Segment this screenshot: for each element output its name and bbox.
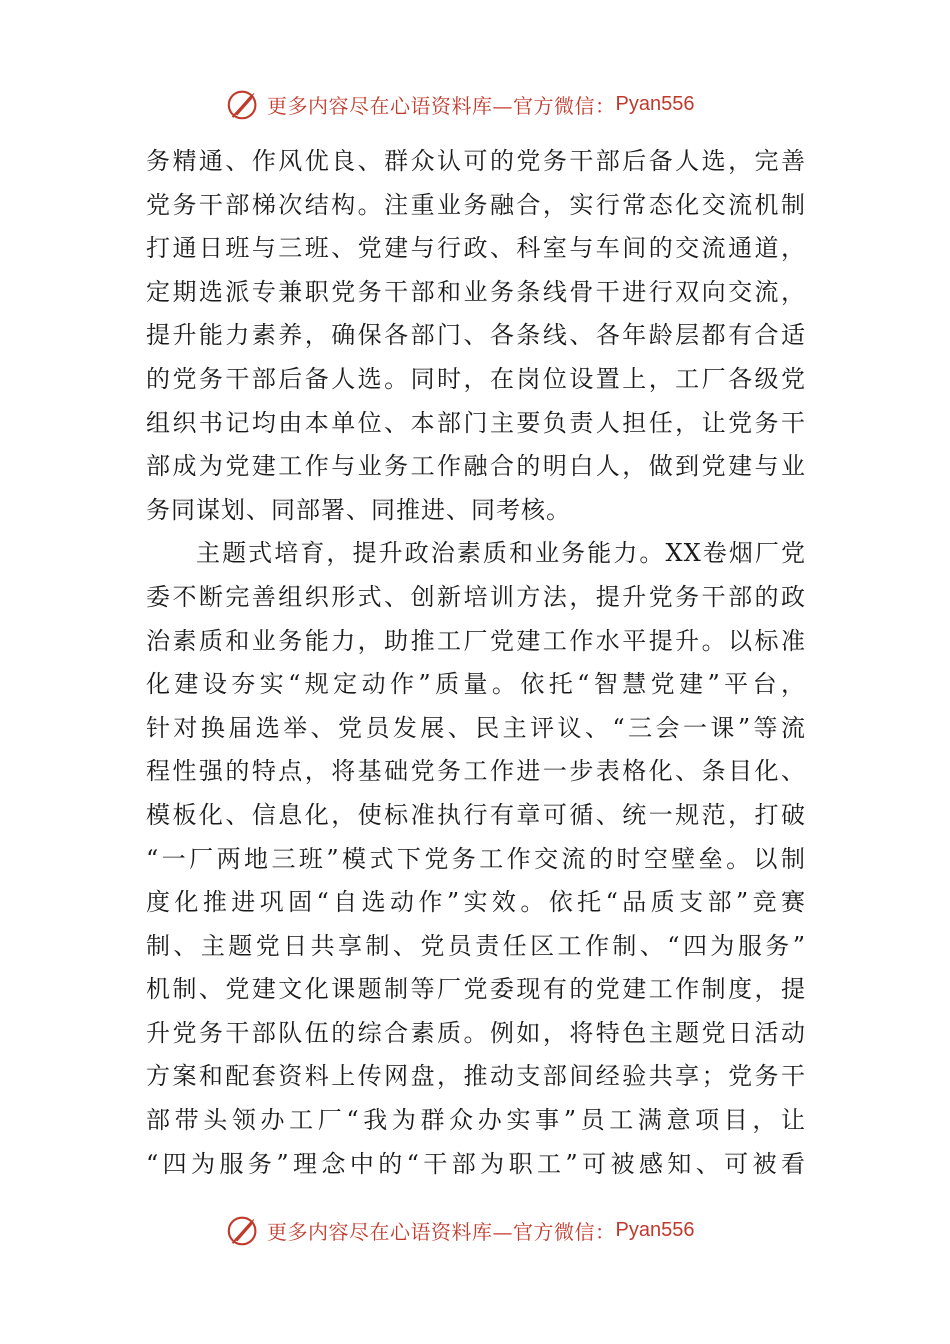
- text-line: 治素质和业务能力，助推工厂党建工作水平提升。以标准: [146, 626, 806, 655]
- document-body: [146, 140, 806, 1186]
- banner-wechat-id: Pyan556: [615, 1218, 695, 1241]
- text-line: “一厂两地三班”模式下党务工作交流的时空壁垒。以制: [146, 844, 806, 873]
- text-line: 组织书记均由本单位、本部门主要负责人担任，让党务干: [146, 408, 806, 437]
- text-line: 模板化、信息化，使标准执行有章可循、统一规范，打破: [146, 800, 806, 829]
- paragraph-start-line: 主题式培育，提升政治素质和业务能力。XX卷烟厂党: [196, 539, 806, 568]
- banner-wechat-id: Pyan556: [615, 92, 695, 115]
- paragraph-end-line: 务同谋划、同部署、同推进、同考核。: [146, 495, 571, 524]
- text-line: 部带头领办工厂“我为群众办实事”员工满意项目，让: [146, 1106, 806, 1135]
- pen-nib-logo-icon: [225, 85, 263, 123]
- text-line: 化建设夯实“规定动作”质量。依托“智慧党建”平台，: [146, 670, 806, 699]
- text-line: 的党务干部后备人选。同时，在岗位设置上，工厂各级党: [146, 364, 806, 393]
- text-line: 定期选派专兼职党务干部和业务条线骨干进行双向交流，: [146, 277, 806, 306]
- banner-text: 更多内容尽在心语资料库—官方微信：: [267, 93, 616, 118]
- text-line: 制、主题党日共享制、党员责任区工作制、“四为服务”: [146, 931, 806, 960]
- text-line: 升党务干部队伍的综合素质。例如，将特色主题党日活动: [146, 1018, 806, 1047]
- banner-text: 更多内容尽在心语资料库—官方微信：: [267, 1219, 616, 1244]
- text-line: 部成为党建工作与业务工作融合的明白人，做到党建与业: [146, 452, 806, 481]
- text-line: 针对换届选举、党员发展、民主评议、“三会一课”等流: [146, 713, 806, 742]
- text-line: 方案和配套资料上传网盘，推动支部间经验共享；党务干: [146, 1062, 806, 1091]
- text-line: 党务干部梯次结构。注重业务融合，实行常态化交流机制: [146, 190, 806, 219]
- text-line: “四为服务”理念中的“干部为职工”可被感知、可被看: [146, 1149, 806, 1178]
- text-line: 度化推进巩固“自选动作”实效。依托“品质支部”竞赛: [146, 888, 806, 917]
- text-line: 务精通、作风优良、群众认可的党务干部后备人选，完善: [146, 147, 806, 175]
- text-line: 打通日班与三班、党建与行政、科室与车间的交流通道，: [146, 234, 806, 263]
- pen-nib-logo-icon: [225, 1211, 263, 1249]
- footer-banner: [225, 1210, 745, 1250]
- header-banner: [225, 84, 745, 124]
- text-line: 程性强的特点，将基础党务工作进一步表格化、条目化、: [146, 757, 806, 786]
- text-line: 委不断完善组织形式、创新培训方法，提升党务干部的政: [146, 582, 806, 611]
- text-line: 机制、党建文化课题制等厂党委现有的党建工作制度，提: [146, 975, 806, 1004]
- text-line: 提升能力素养，确保各部门、各条线、各年龄层都有合适: [146, 321, 806, 350]
